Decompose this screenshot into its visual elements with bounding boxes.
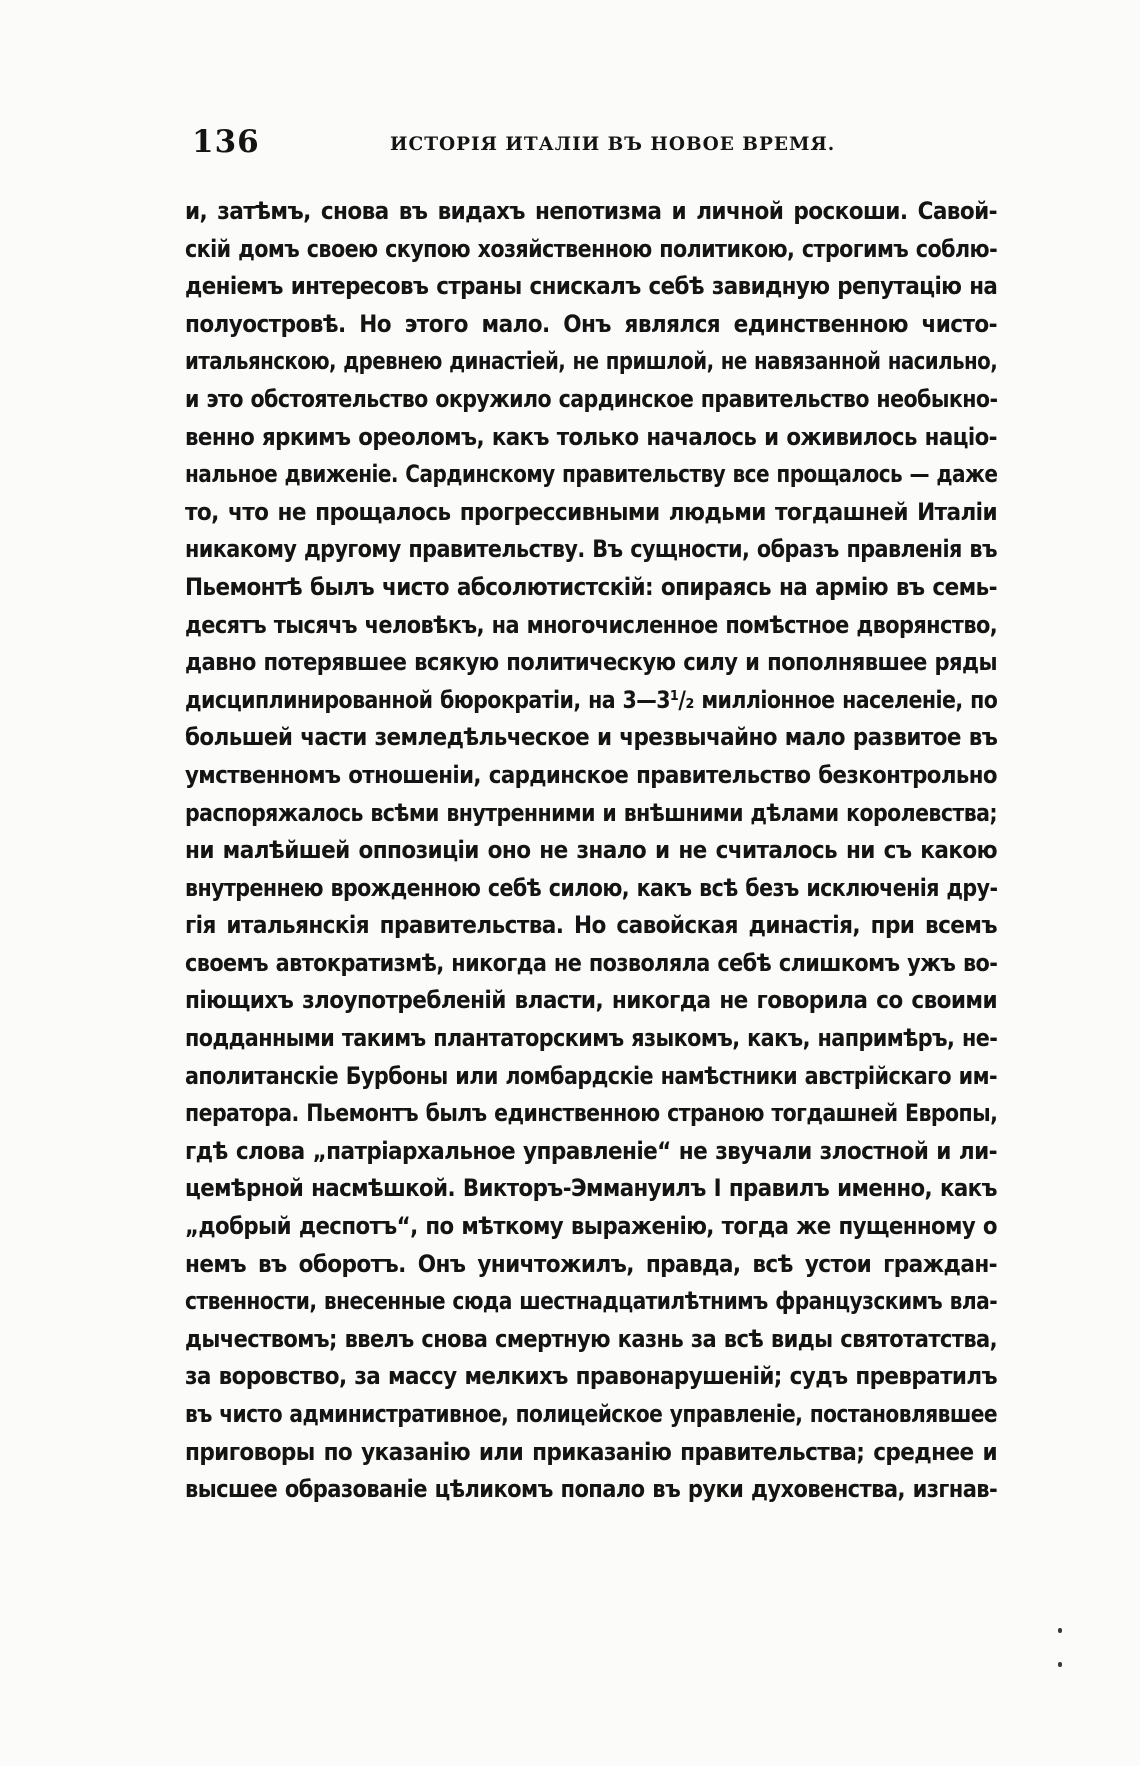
- text-line: цемѣрной насмѣшкой. Викторъ-Эммануилъ I правилъ именно, какъ: [185, 1174, 997, 1203]
- text-line: приговоры по указанію или приказанію правительства; среднее и: [185, 1437, 997, 1466]
- text-line: ператора. Пьемонтъ былъ единственною страною тогдашней Европы,: [185, 1099, 998, 1128]
- text-line: то, что не прощалось прогрессивными людьми тогдашней Италіи: [185, 497, 997, 526]
- text-line: подданными такимъ плантаторскимъ языкомъ, какъ, напримѣръ, не-: [185, 1024, 998, 1053]
- text-line: скій домъ своею скупою хозяйственною политикою, строгимъ соблю-: [185, 234, 998, 263]
- text-line: гія итальянскія правительства. Но савойская династія, при всемъ: [185, 911, 997, 940]
- text-line: внутреннею врожденною себѣ силою, какъ всѣ безъ исключенія дру-: [185, 873, 998, 902]
- text-line: своемъ автократизмѣ, никогда не позволяла себѣ слишкомъ ужъ во-: [185, 948, 998, 977]
- text-line: полуостровѣ. Но этого мало. Онъ являлся единственною чисто-: [185, 309, 997, 338]
- page-number: 136: [192, 124, 260, 160]
- text-line: дычествомъ; ввелъ снова смертную казнь за всѣ виды святотатства,: [185, 1324, 998, 1353]
- text-line: давно потерявшее всякую политическую силу и пополнявшее ряды: [185, 648, 997, 677]
- text-line: большей части земледѣльческое и чрезвычайно мало развитое въ: [185, 723, 998, 752]
- text-line: умственномъ отношеніи, сардинское правительство безконтрольно: [185, 760, 997, 789]
- text-line: высшее образованіе цѣликомъ попало въ руки духовенства, изгнав-: [185, 1475, 998, 1504]
- margin-speck: [1058, 1662, 1062, 1667]
- text-line: нальное движеніе. Сардинскому правительству все прощалось — даже: [185, 460, 998, 489]
- running-title: ИСТОРІЯ ИТАЛІИ ВЪ НОВОЕ ВРЕМЯ.: [390, 134, 836, 155]
- text-line: никакому другому правительству. Въ сущности, образъ правленія въ: [185, 535, 998, 564]
- text-line: гдѣ слова „патріархальное управленіе“ не звучали злостной и ли-: [185, 1136, 997, 1165]
- text-line: деніемъ интересовъ страны снискалъ себѣ завидную репутацію на: [185, 272, 998, 301]
- text-line: въ чисто административное, полицейское управленіе, постановлявшее: [185, 1400, 998, 1428]
- body-text: [185, 193, 997, 1509]
- text-line: и, затѣмъ, снова въ видахъ непотизма и личной роскоши. Савой-: [185, 197, 997, 225]
- text-line: и это обстоятельство окружило сардинское правительство необыкно-: [185, 384, 998, 413]
- text-line: ни малѣйшей оппозиціи оно не знало и не считалось ни съ какою: [185, 836, 997, 865]
- text-line: за воровство, за массу мелкихъ правонарушеній; судъ превратилъ: [185, 1362, 998, 1391]
- running-head: [192, 124, 998, 164]
- text-line: „добрый деспотъ“, по мѣткому выраженію, тогда же пущенному о: [185, 1212, 997, 1241]
- text-line: десятъ тысячъ человѣкъ, на многочисленное помѣстное дворянство,: [185, 610, 998, 639]
- text-line: Пьемонтѣ былъ чисто абсолютистскій: опираясь на армію въ семь-: [185, 572, 997, 601]
- margin-speck: [1058, 1628, 1062, 1633]
- text-line: аполитанскіе Бурбоны или ломбардскіе намѣстники австрійскаго им-: [185, 1061, 997, 1090]
- text-line: дисциплинированной бюрократіи, на 3—3¹/₂ милліонное населеніе, по: [185, 685, 998, 714]
- text-line: піющихъ злоупотребленій власти, никогда не говорила со своими: [185, 986, 997, 1015]
- text-line: распоряжалось всѣми внутренними и внѣшними дѣлами королевства;: [185, 798, 998, 827]
- text-line: венно яркимъ ореоломъ, какъ только началось и оживилось націо-: [185, 422, 997, 451]
- text-line: итальянскою, древнею династіей, не пришлой, не навязанной насильно,: [185, 347, 998, 376]
- text-line: ственности, внесенные сюда шестнадцатилѣтнимъ французскимъ вла-: [185, 1287, 998, 1316]
- text-line: немъ въ оборотъ. Онъ уничтожилъ, правда, всѣ устои граждан-: [185, 1249, 997, 1278]
